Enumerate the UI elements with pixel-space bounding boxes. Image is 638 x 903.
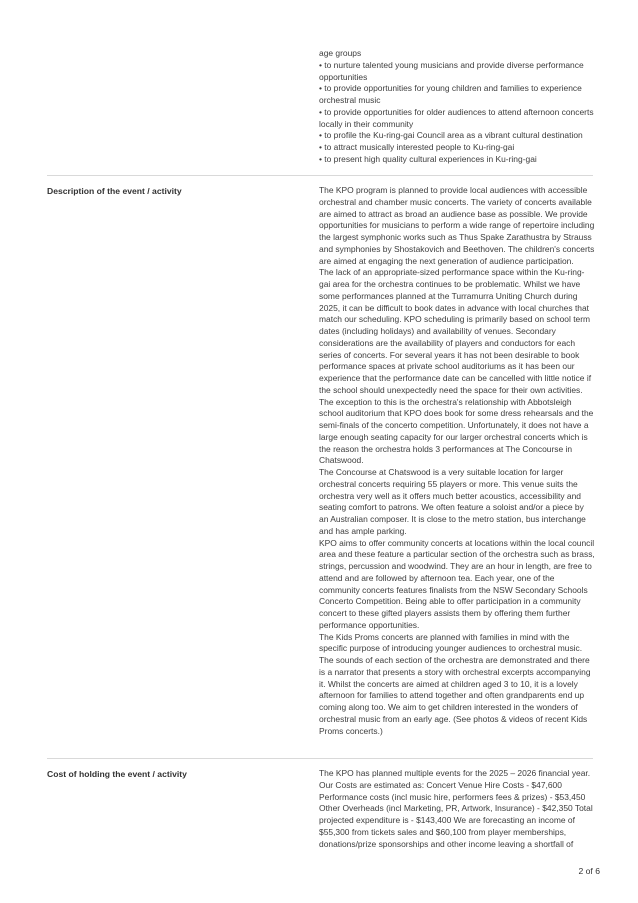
description-paragraph: The Kids Proms concerts are planned with families in mind with the specific purpose of introducing younger audiences to orchestral music. The sounds of each section of the orchestra are demonstrated and there is a narrator that presents a story with orchestral excerpts accompanying it. Whilst the concerts are aimed at children aged 3 to 10, it is a lovely afternoon for families to attend together and often grandparents end up coming along too. We aim to get children interested in the wonders of orchestral music from an early age. (See photos & videos of recent Kids Proms concerts.) [319,631,591,736]
intro-bullet: • to profile the Ku-ring-gai Council area as a vibrant cultural destination [319,130,583,141]
description-label: Description of the event / activity [47,186,182,196]
description-paragraph: KPO aims to offer community concerts at locations within the local council area and these feature a particular section of the orchestra such as brass, strings, percussion and woodwind. They are an hour in length, are free to attend and are followed by afternoon tea. Each year, one of the community concerts features finalists from the NSW Secondary Schools Concerto Competition. Being able to offer participation in a community concert to these gifted players assists them by offering them further performance opportunities. [319,537,595,630]
section-divider [47,758,593,759]
intro-bullet: • to provide opportunities for older audiences to attend afternoon concerts locally in their community [319,106,594,129]
description-paragraph: The KPO program is planned to provide local audiences with accessible orchestral and chamber music concerts. The variety of concerts available are aimed to attract as broad an audience base as possible. We provide opportunities for musicians to perform a wide range of repertoire including the largest symphonic works such as Thus Spake Zarathustra by Strauss and symphonies by Shostakovich and Beethoven. The children's concerts are aimed at engaging the next generation of audience participation. [319,185,595,266]
description-text [319,185,595,737]
description-paragraph: The lack of an appropriate-sized performance space within the Ku-ring-gai area for the orchestra continues to be problematic. Whilst we have some performances planned at the Turramurra Uniting Church during 2025, it can be difficult to book dates in advance with local churches that match our scheduling. KPO scheduling is primarily based on school term dates (including holidays) and availability of venues. Secondary considerations are the availability of players and conductors for each series of concerts. For several years it has not been desirable to book performance spaces at private school auditoriums as it has been our experience that the performance date can be cancelled with little notice if the school should unexpectedly need the space for their own activities. The exception to this is the orchestra's relationship with Abbotsleigh school auditorium that KPO does book for some dress rehearsals and the semi-finals of the concerto competition. Unfortunately, it does not have a large enough seating capacity for our larger orchestral concerts which is the reason the orchestra holds 3 performances at The Concourse in Chatswood. [319,267,594,466]
page-number: 2 of 6 [578,866,600,876]
intro-line: age groups [319,48,362,58]
intro-bullet: • to provide opportunities for young children and families to experience orchestral music [319,83,582,105]
cost-text [319,768,595,850]
cost-label: Cost of holding the event / activity [47,769,187,779]
intro-objectives-list [319,48,595,166]
description-paragraph: The Concourse at Chatswood is a very suitable location for larger orchestral concerts requiring 55 players or more. This venue suits the orchestra very well as it offers much better acoustics, accessibility and seating comfort to patrons. We often feature a soloist and/or a piece by an Australian composer. It is close to the metro station, bus interchange and has ample parking. [319,467,586,536]
intro-bullet: • to nurture talented young musicians and provide diverse performance opportunities [319,59,584,82]
intro-bullet: • to attract musically interested people to Ku-ring-gai [319,142,515,152]
intro-bullet: • to present high quality cultural experiences in Ku-ring-gai [319,153,537,164]
cost-paragraph: The KPO has planned multiple events for the 2025 – 2026 financial year. Our Costs are estimated as: Concert Venue Hire Costs - $47,600 Performance costs (incl music hire, performers fees & prizes) - $53,450 Other Overheads (incl Marketing, PR, Artwork, Insurance) - $42,350 Total projected expenditure is - $143,400 We are forecasting an income of $55,300 from tickets sales and $60,100 from player memberships, donations/prize sponsorships and other income leaving a shortfall of [319,768,593,849]
section-divider [47,175,593,176]
